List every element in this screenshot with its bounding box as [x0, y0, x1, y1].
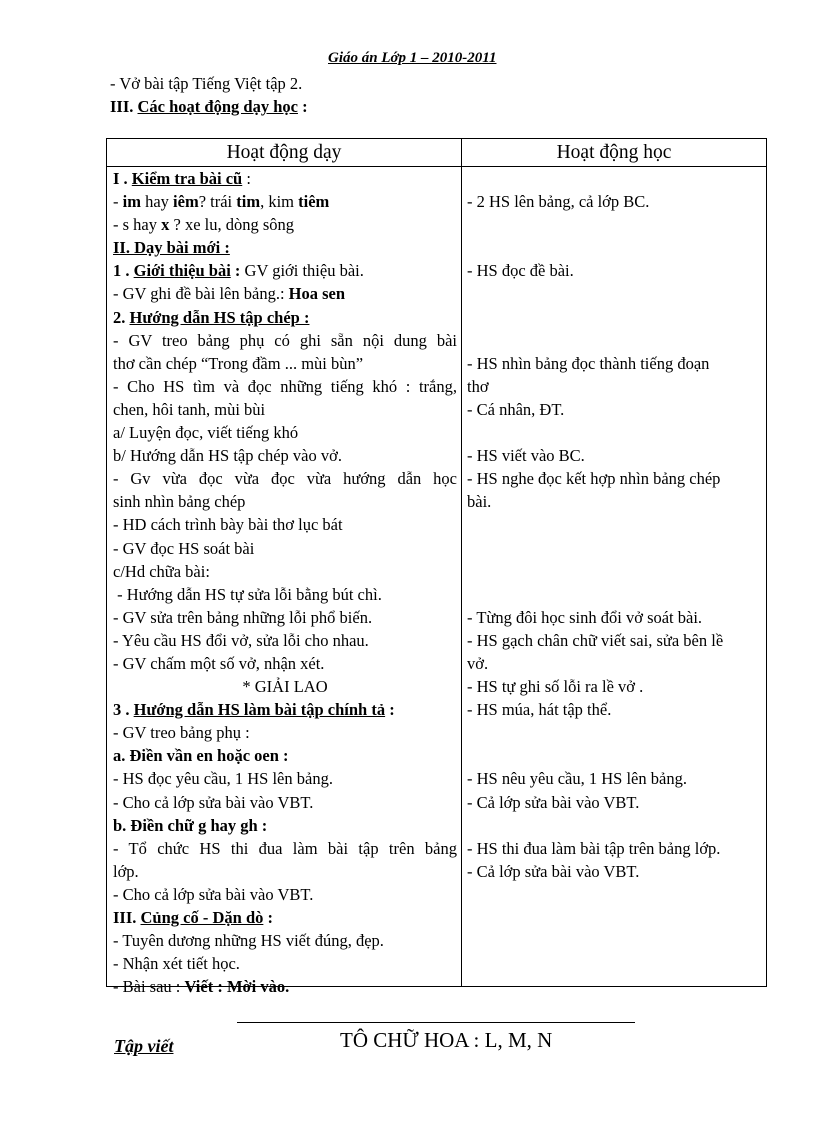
- row-line: a/ Luyện đọc, viết tiếng khó: [113, 423, 299, 443]
- row-line: - HS đọc đề bài.: [467, 261, 574, 281]
- row-line: - GV treo bảng phụ có ghi sẵn nội dung bài: [113, 330, 457, 350]
- row-line: b. Điền chữ g hay gh :: [113, 815, 268, 835]
- part: ? xe lu, dòng sông: [169, 215, 295, 235]
- spacer: [467, 513, 761, 605]
- row-line: - Cả lớp sửa bài vào VBT.: [467, 861, 640, 881]
- part: - GV ghi đề bài lên bảng.:: [113, 284, 289, 304]
- spacer: [467, 167, 761, 190]
- row-line: [113, 906, 457, 929]
- part: :: [385, 700, 395, 720]
- part: Củng cố - Dặn dò: [140, 908, 264, 927]
- spacer: [467, 213, 761, 259]
- part: , kim: [260, 192, 299, 212]
- row-line: [113, 282, 457, 305]
- part: - Bài sau :: [113, 977, 185, 997]
- col-header-student: Hoạt động học: [556, 142, 672, 163]
- part: Kiểm tra bài cũ: [131, 169, 243, 188]
- row-line: - GV đọc HS soát bài: [113, 538, 255, 558]
- row-line: bài.: [467, 492, 492, 512]
- part: tiêm: [298, 192, 330, 212]
- spacer: [467, 814, 761, 837]
- page-header: Giáo án Lớp 1 – 2010-2011: [328, 50, 497, 66]
- row-line: [113, 213, 457, 236]
- row-line: - 2 HS lên bảng, cả lớp BC.: [467, 192, 650, 212]
- part: 1 .: [113, 261, 134, 281]
- materials-line: - Vở bài tập Tiếng Việt tập 2.: [110, 74, 303, 93]
- part: x: [161, 215, 170, 235]
- row-line: - Tổ chức HS thi đua làm bài tập trên bảng: [113, 838, 457, 858]
- row-line: lớp.: [113, 861, 139, 881]
- row-line: - HS đọc yêu cầu, 1 HS lên bảng.: [113, 769, 333, 789]
- part: Hướng dẫn HS tập chép :: [129, 307, 310, 327]
- next-lesson-title: TÔ CHỮ HOA : L, M, N: [340, 1028, 553, 1052]
- row-line: II. Dạy bài mới :: [113, 238, 230, 258]
- row-line: - Hướng dẫn HS tự sửa lỗi bằng bút chì.: [113, 584, 382, 604]
- part: hay: [140, 192, 174, 212]
- next-lesson-label: Tập viết: [114, 1036, 174, 1056]
- part: III.: [113, 908, 141, 927]
- spacer: [467, 282, 761, 351]
- row-line: - HS gạch chân chữ viết sai, sửa bên lề: [467, 630, 724, 650]
- row-line: - GV chấm một số vở, nhận xét.: [113, 653, 325, 673]
- teacher-activities: [113, 167, 457, 998]
- row-line: sinh nhìn bảng chép: [113, 492, 246, 512]
- row-line: - GV sửa trên bảng những lỗi phổ biến.: [113, 607, 373, 627]
- row-line: [113, 190, 457, 213]
- row-line: - Cho cả lớp sửa bài vào VBT.: [113, 884, 314, 904]
- section-title: Các hoạt động dạy học: [137, 97, 298, 116]
- part: :: [242, 169, 251, 188]
- intro: [110, 72, 308, 118]
- part: ? trái: [198, 192, 237, 212]
- row-line: - Gv vừa đọc vừa đọc vừa hướng dẫn học: [113, 469, 457, 489]
- row-line: chen, hôi tanh, mùi bùi: [113, 399, 266, 419]
- row-line: [113, 306, 457, 329]
- section-number: III.: [110, 97, 134, 116]
- row-line: - Cá nhân, ĐT.: [467, 399, 565, 419]
- row-line: [113, 975, 457, 998]
- row-line: - HS múa, hát tập thể.: [467, 700, 612, 720]
- spacer: [467, 421, 761, 444]
- part: :: [230, 261, 245, 281]
- row-line: - Yêu cầu HS đổi vở, sửa lỗi cho nhau.: [113, 630, 369, 650]
- section-heading: [110, 95, 308, 118]
- part: - s hay: [113, 215, 162, 235]
- row-line: c/Hd chữa bài:: [113, 561, 210, 581]
- row-line: - HS thi đua làm bài tập trên bảng lớp.: [467, 838, 721, 858]
- row-line: thơ: [467, 376, 489, 396]
- row-line: - HS nhìn bảng đọc thành tiếng đoạn: [467, 353, 710, 373]
- part: Hướng dẫn HS làm bài tập chính tả: [133, 700, 386, 720]
- row-line: - HS tự ghi số lỗi ra lề vở .: [467, 677, 644, 697]
- row-line: * GIẢI LAO: [242, 677, 328, 697]
- spacer: [467, 721, 761, 767]
- row-line: - HS nghe đọc kết hợp nhìn bảng chép: [467, 469, 721, 489]
- part: 3 .: [113, 700, 134, 720]
- row-line: a. Điền vần en hoặc oen :: [113, 746, 289, 766]
- part: Hoa sen: [288, 284, 346, 304]
- student-activities: [467, 167, 761, 883]
- section-colon: :: [297, 97, 308, 116]
- part: tim: [236, 192, 261, 212]
- row-line: - HS viết vào BC.: [467, 446, 585, 466]
- part: -: [113, 192, 123, 212]
- part: 2.: [113, 307, 130, 327]
- part: im: [122, 192, 141, 212]
- row-line: - Cho cả lớp sửa bài vào VBT.: [113, 792, 314, 812]
- column-divider: [461, 139, 462, 986]
- part: I .: [113, 169, 132, 188]
- row-line: - HD cách trình bày bài thơ lục bát: [113, 515, 343, 535]
- part: :: [263, 908, 273, 927]
- part: Viết : Mời vào.: [184, 977, 290, 997]
- row-line: [113, 698, 457, 721]
- row-line: - Từng đôi học sinh đổi vở soát bài.: [467, 607, 703, 627]
- row-line: vở.: [467, 654, 489, 673]
- separator-line: [237, 1022, 635, 1023]
- row-line: [113, 167, 457, 190]
- part: GV giới thiệu bài.: [244, 261, 364, 281]
- row-line: - Nhận xét tiết học.: [113, 954, 240, 974]
- row-line: [113, 259, 457, 282]
- row-line: - Cho HS tìm và đọc những tiếng khó : trắng,: [113, 376, 457, 396]
- row-line: b/ Hướng dẫn HS tập chép vào vở.: [113, 446, 342, 466]
- row-line: - GV treo bảng phụ :: [113, 723, 250, 743]
- part: iêm: [173, 192, 199, 212]
- row-line: - HS nêu yêu cầu, 1 HS lên bảng.: [467, 769, 687, 789]
- row-line: - Tuyên dương những HS viết đúng, đẹp.: [113, 931, 384, 951]
- col-header-teacher: Hoạt động dạy: [226, 142, 342, 163]
- row-line: thơ cần chép “Trong đầm ... mùi bùn”: [113, 353, 364, 373]
- part: Giới thiệu bài: [133, 261, 231, 281]
- lesson-table: [106, 138, 767, 997]
- row-line: - Cả lớp sửa bài vào VBT.: [467, 792, 640, 812]
